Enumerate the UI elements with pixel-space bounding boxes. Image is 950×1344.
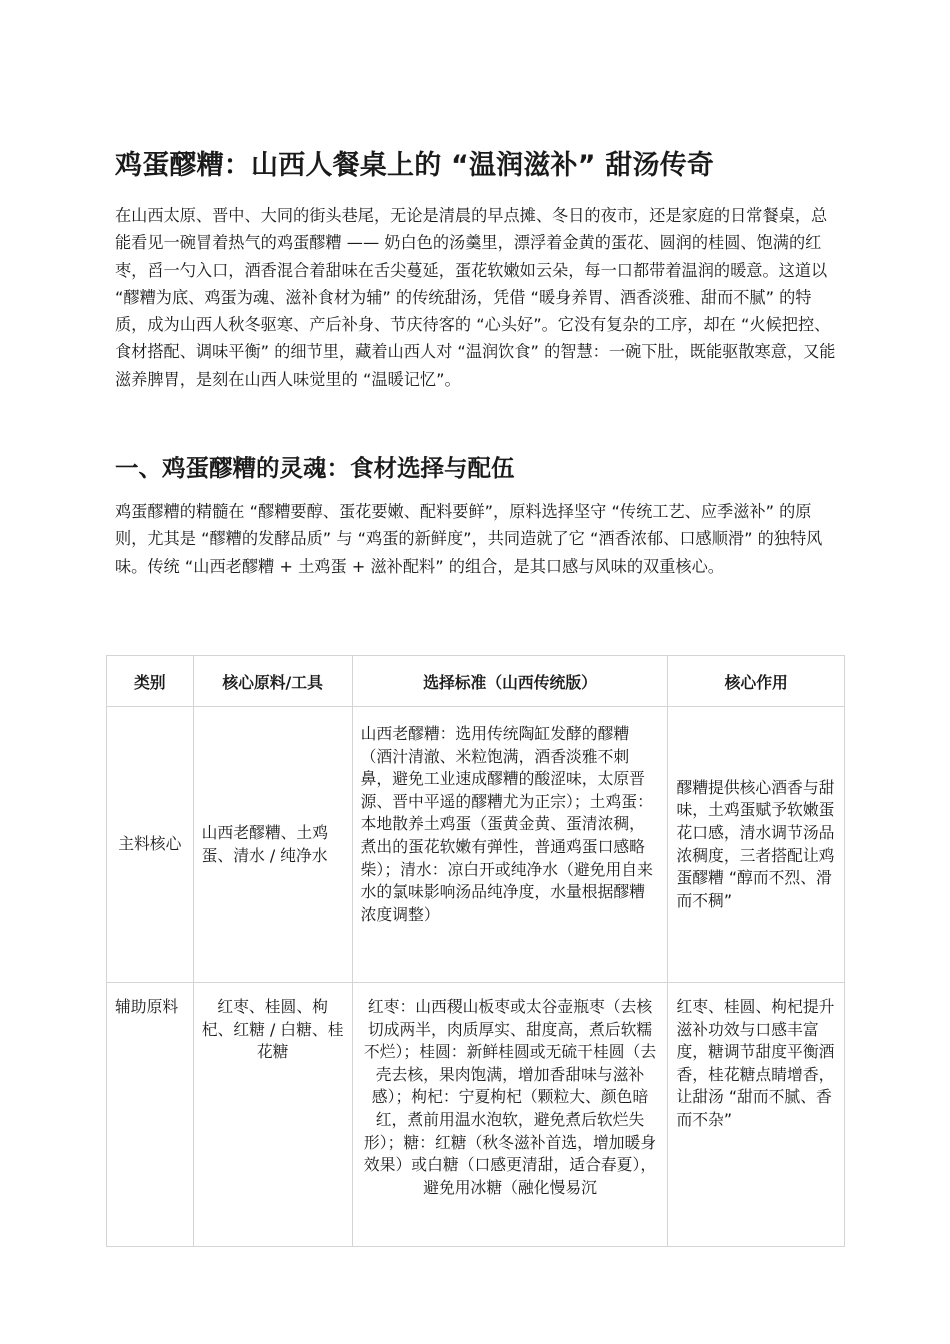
table-row [107, 707, 845, 983]
section-heading: 一、鸡蛋醪糟的灵魂：食材选择与配伍 [115, 454, 515, 482]
table-row [107, 983, 845, 1247]
intro-paragraph: 在山西太原、晋中、大同的街头巷尾，无论是清晨的早点摊、冬日的夜市，还是家庭的日常餐桌，总能看见一碗冒着热气的鸡蛋醪糟 —— 奶白色的汤羹里，漂浮着金黄的蛋花、圆润的桂圆、饱满的红枣，舀一勺入口，酒香混合着甜味在舌尖蔓延，蛋花软嫩如云朵，每一口都带着温润的暖意。这道以 “醪糟为底、鸡蛋为魂、滋补食材为辅” 的传统甜汤，凭借 “暖身养胃、酒香淡雅、甜而不腻” 的特质，成为山西人秋冬驱寒、产后补身、节庆待客的 “心头好”。它没有复杂的工序，却在 “火候把控、食材搭配、调味平衡” 的细节里，藏着山西人对 “温润饮食” 的智慧：一碗下肚，既能驱散寒意，又能滋养脾胃，是刻在山西人味觉里的 “温暖记忆”。 [115, 206, 836, 389]
table-cell-standard: 红枣：山西稷山板枣或太谷壶瓶枣（去核切成两半，肉质厚实、甜度高，煮后软糯不烂）；桂圆：新鲜桂圆或无硫干桂圆（去壳去核，果肉饱满，增加香甜味与滋补感）；枸杞：宁夏枸杞（颗粒大、颜色暗红，煮前用温水泡软，避免煮后软烂失形）；糖：红糖（秋冬滋补首选，增加暖身效果）或白糖（口感更清甜，适合春夏），避免用冰糖（融化慢易沉 [363, 997, 657, 1197]
section-paragraph: 鸡蛋醪糟的精髓在 “醪糟要醇、蛋花要嫩、配料要鲜”，原料选择坚守 “传统工艺、应季滋补” 的原则，尤其是 “醪糟的发酵品质” 与 “鸡蛋的新鲜度”，共同造就了它 “酒香浓郁、口感顺滑” 的独特风味。传统 “山西老醪糟 + 土鸡蛋 + 滋补配料” 的组合，是其口感与风味的双重核心。 [115, 502, 823, 576]
table-header-row [107, 656, 845, 707]
table-cell-materials: 山西老醪糟、土鸡蛋、清水 / 纯净水 [193, 707, 352, 983]
table-header-cell: 类别 [107, 656, 194, 707]
table-header-cell: 选择标准（山西传统版） [352, 656, 668, 707]
table-cell-role: 红枣、桂圆、枸杞提升滋补功效与口感丰富度，糖调节甜度平衡酒香，桂花糖点睛增香，让甜汤 “甜而不腻、香而不杂” [668, 983, 845, 1247]
ingredients-table [106, 655, 845, 1247]
table-header-cell: 核心原料/工具 [193, 656, 352, 707]
table-cell-category: 主料核心 [107, 707, 194, 983]
table-cell-standard-wrapper [352, 983, 668, 1247]
table-header-cell: 核心作用 [668, 656, 845, 707]
table-cell-category: 辅助原料 [107, 983, 194, 1247]
page-title: 鸡蛋醪糟：山西人餐桌上的 “温润滋补” 甜汤传奇 [115, 150, 715, 181]
table-cell-role: 醪糟提供核心酒香与甜味，土鸡蛋赋予软嫩蛋花口感，清水调节汤品浓稠度，三者搭配让鸡蛋醪糟 “醇而不烈、滑而不稠” [668, 707, 845, 983]
table-cell-materials: 红枣、桂圆、枸杞、红糖 / 白糖、桂花糖 [193, 983, 352, 1247]
table-cell-standard: 山西老醪糟：选用传统陶缸发酵的醪糟（酒汁清澈、米粒饱满，酒香淡雅不刺鼻，避免工业速成醪糟的酸涩味，太原晋源、晋中平遥的醪糟尤为正宗）；土鸡蛋：本地散养土鸡蛋（蛋黄金黄、蛋清浓稠，煮出的蛋花软嫩有弹性，普通鸡蛋口感略柴）；清水：凉白开或纯净水（避免用自来水的氯味影响汤品纯净度，水量根据醪糟浓度调整） [352, 707, 668, 983]
